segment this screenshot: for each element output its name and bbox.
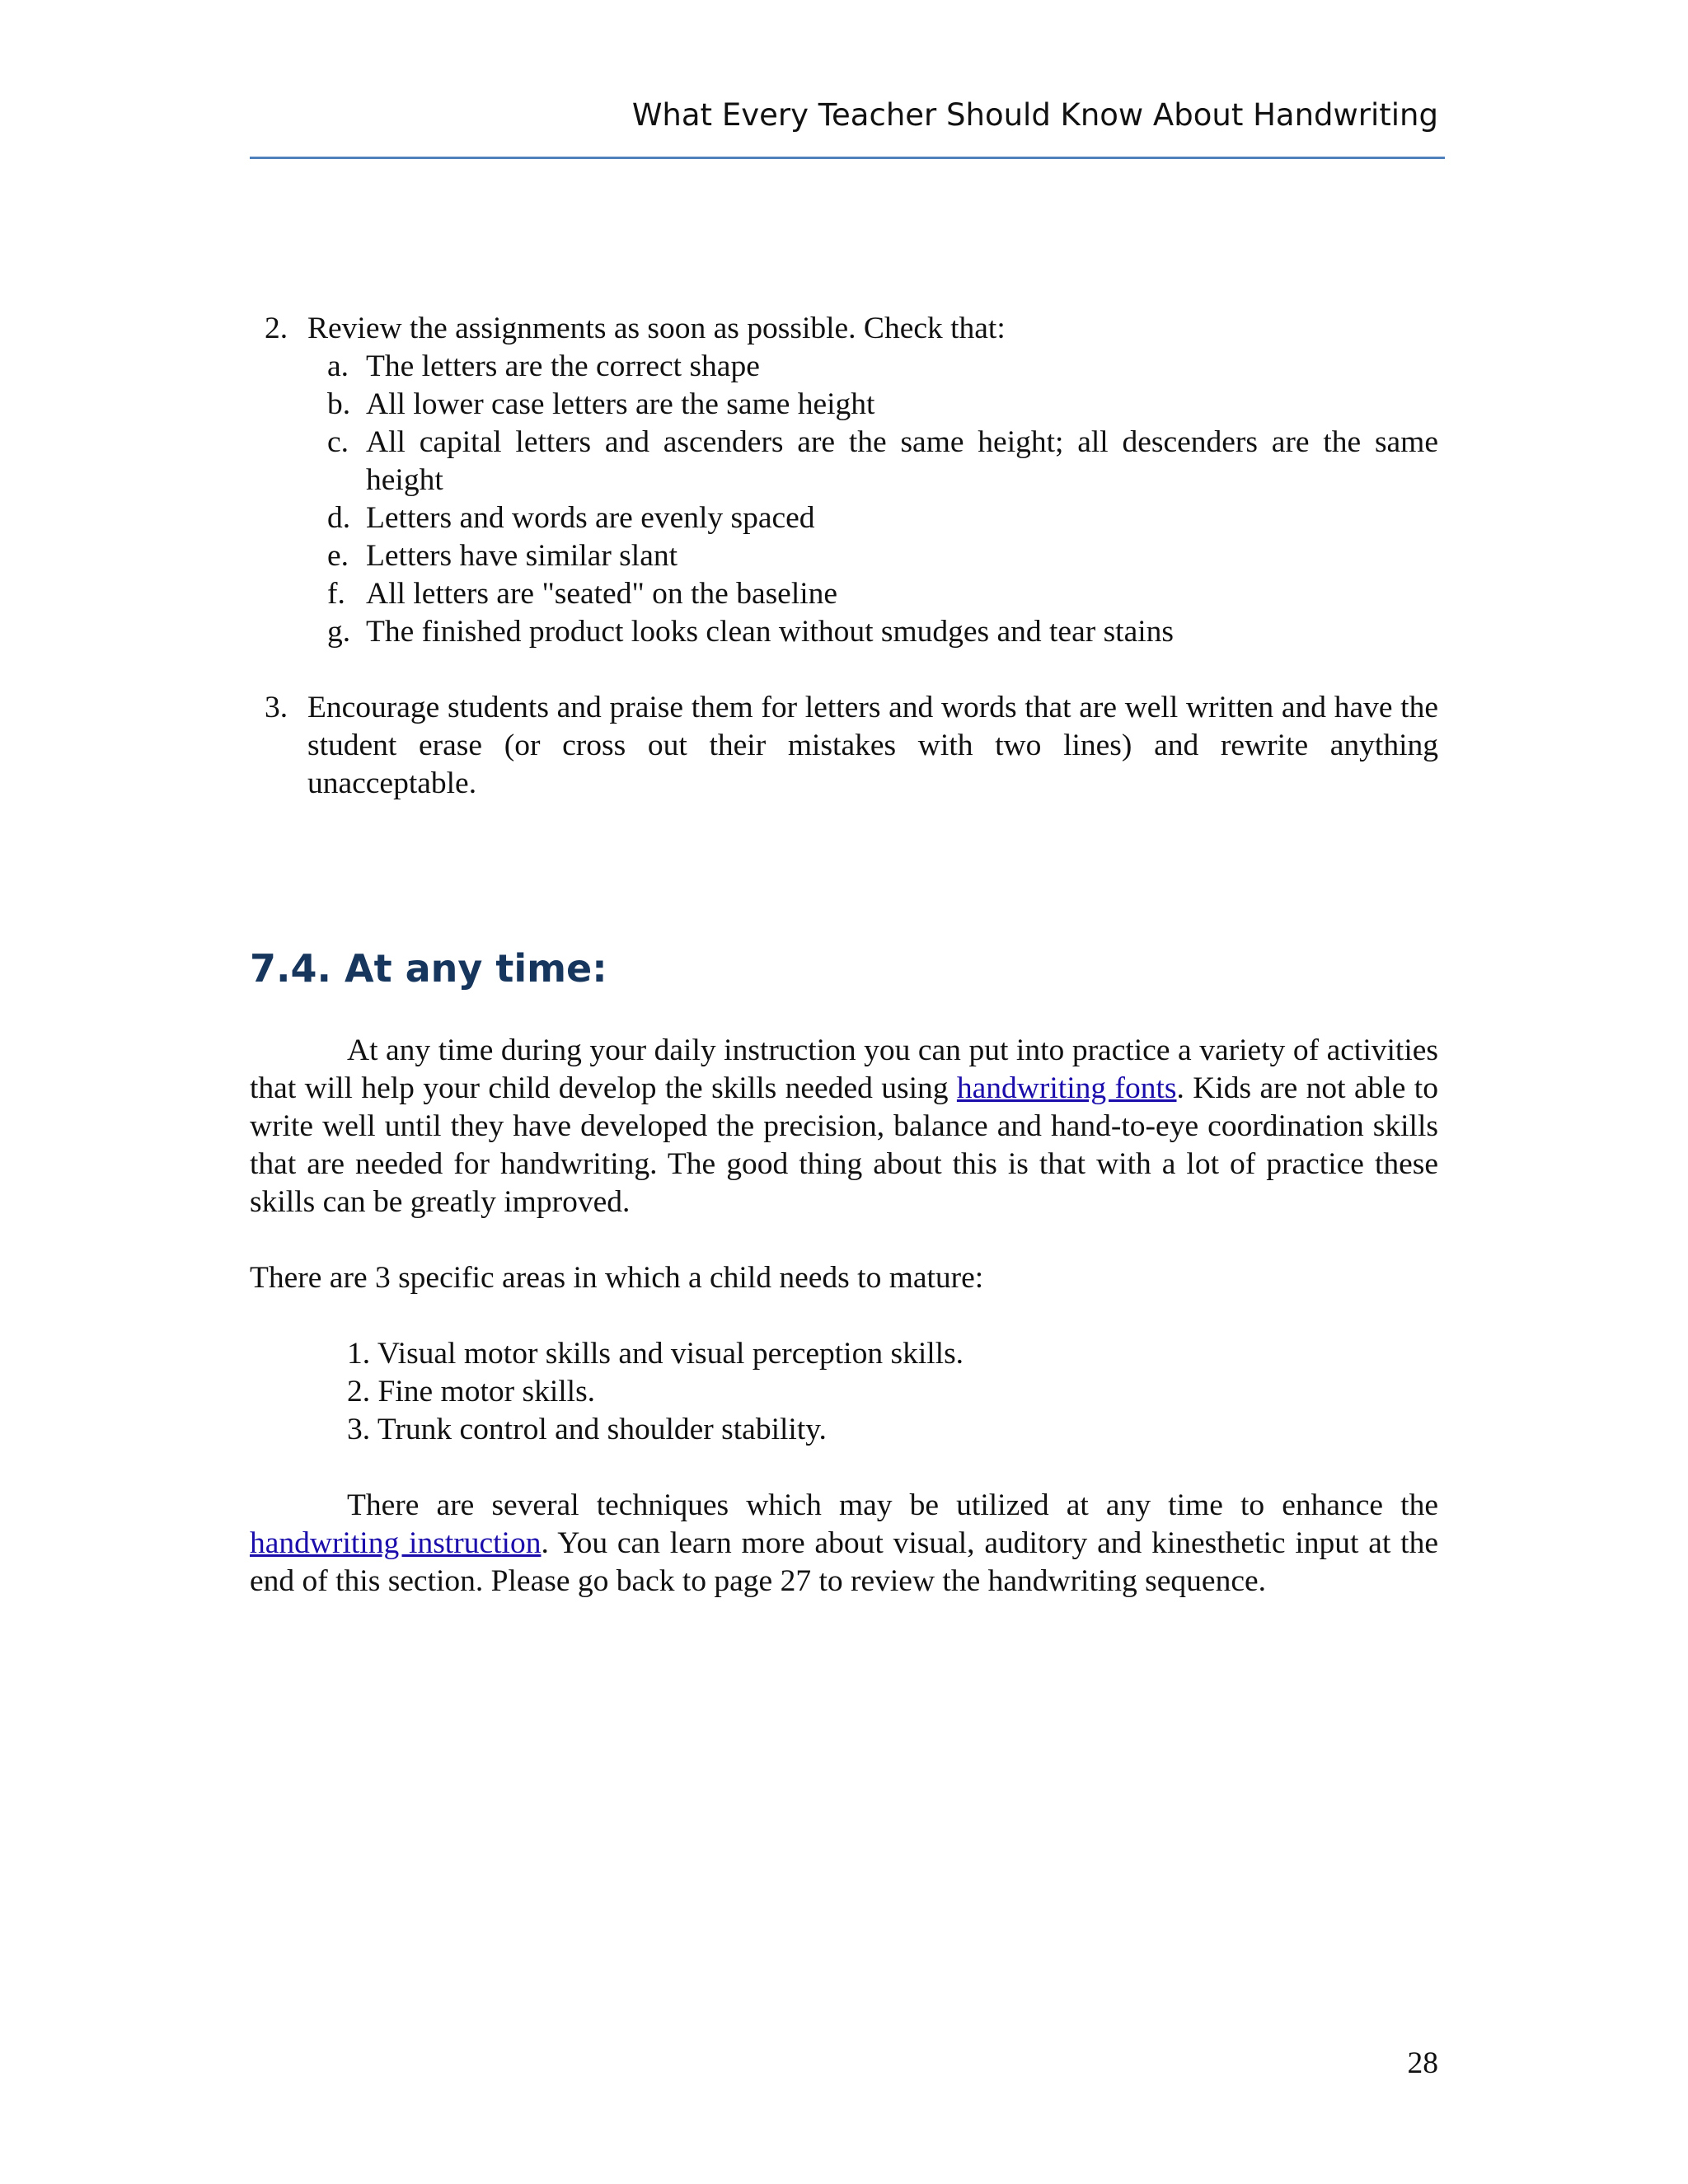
section-heading: 7.4. At any time: (250, 946, 607, 991)
list-number: 2. (265, 312, 288, 345)
sub-item-text: Letters have similar slant (366, 539, 678, 573)
sub-item-e (307, 537, 1438, 575)
sub-item-b (307, 386, 1438, 424)
paragraph-text: . You can learn more about visual, auditory and kinesthetic input at the end of this section. Please go back to page 27 to review the handwriting sequence. (250, 1526, 1438, 1598)
running-header: What Every Teacher Should Know About Handwriting (631, 97, 1438, 133)
spacer (250, 1449, 1438, 1487)
paragraph-text: At any time during your daily instruction you can put into practice a variety of activities that will help your child develop the skills needed using (250, 1033, 1438, 1105)
sub-item-letter: g. (327, 615, 351, 649)
spacer (250, 1297, 1438, 1335)
spacer (250, 651, 1438, 689)
sub-item-text: Letters and words are evenly spaced (366, 501, 815, 535)
areas-list-item: 3. Trunk control and shoulder stability. (347, 1413, 827, 1446)
handwriting-instruction-link[interactable]: handwriting instruction (250, 1526, 542, 1560)
sub-item-f (307, 575, 1438, 613)
page-number: 28 (1407, 2046, 1438, 2080)
sub-item-letter: e. (327, 539, 349, 573)
sub-item-letter: d. (327, 501, 351, 535)
list-item-text: Review the assignments as soon as possible. Check that: (307, 312, 1006, 345)
sub-item-a (307, 348, 1438, 386)
list-item-3 (250, 689, 1438, 803)
sub-item-d (307, 499, 1438, 537)
list-item-2 (250, 310, 1438, 651)
paragraph-techniques (250, 1487, 1438, 1601)
sub-list (307, 348, 1438, 651)
handwriting-fonts-link[interactable]: handwriting fonts (956, 1071, 1177, 1105)
sub-item-letter: a. (327, 349, 349, 383)
sub-item-c (307, 424, 1438, 499)
sub-item-text: All letters are "seated" on the baseline (366, 577, 838, 611)
paragraph-text: There are several techniques which may be utilized at any time to enhance the (347, 1488, 1438, 1522)
sub-item-letter: b. (327, 387, 351, 421)
header-rule (250, 157, 1445, 159)
areas-list (250, 1335, 1438, 1449)
paragraph-text: . Kids are not able to write well until they have developed the precision, balance and hand-to-eye coordination skills that are needed for handwriting. The good thing about this is that with a lot of practice these skills can be greatly improved. (250, 1071, 1438, 1219)
paragraph-activities (250, 1032, 1438, 1221)
section-body (250, 1032, 1438, 1601)
areas-list-item: 2. Fine motor skills. (347, 1375, 596, 1408)
sub-item-g (307, 613, 1438, 651)
spacer (250, 1221, 1438, 1259)
checklist-section (250, 310, 1438, 803)
list-number: 3. (265, 691, 288, 724)
sub-item-text: All lower case letters are the same height (366, 387, 875, 421)
sub-item-text: The finished product looks clean without smudges and tear stains (366, 615, 1174, 649)
areas-list-item: 1. Visual motor skills and visual perception skills. (347, 1337, 964, 1371)
paragraph-areas-intro: There are 3 specific areas in which a child needs to mature: (250, 1261, 984, 1295)
sub-item-letter: f. (327, 577, 345, 611)
sub-item-text: All capital letters and ascenders are the same height; all descenders are the same height (366, 425, 1438, 497)
list-item-text: Encourage students and praise them for letters and words that are well written and have the student erase (or cross out their mistakes with two lines) and rewrite anything unacceptable. (307, 691, 1438, 800)
sub-item-letter: c. (327, 425, 349, 459)
sub-item-text: The letters are the correct shape (366, 349, 760, 383)
